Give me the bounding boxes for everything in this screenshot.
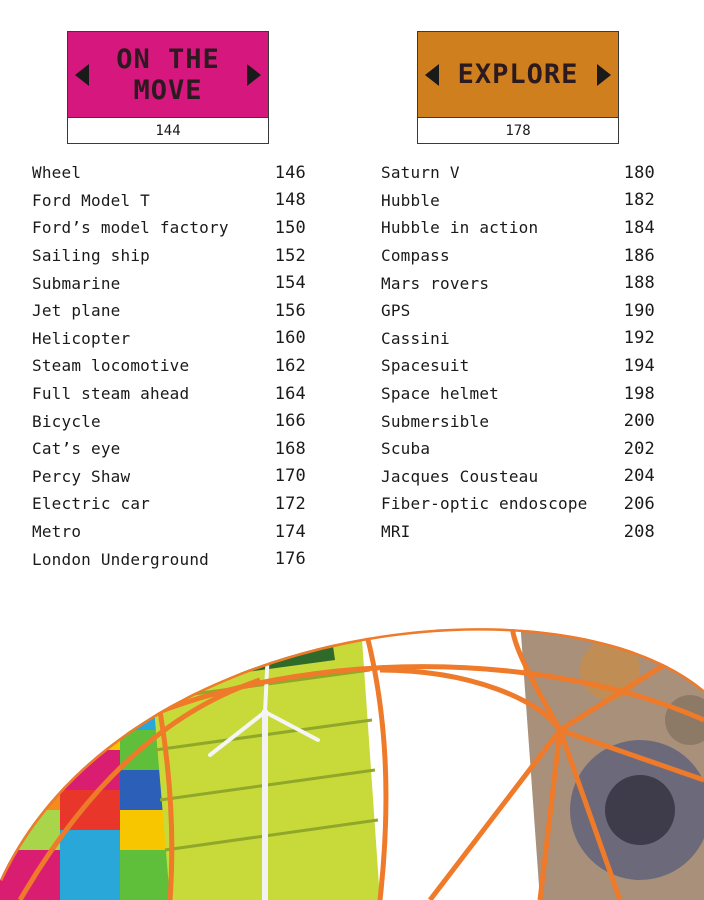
toc-entry-page-number: 172: [274, 493, 306, 514]
toc-entry[interactable]: [381, 490, 655, 518]
toc-entry[interactable]: [32, 242, 306, 270]
toc-entry-page-number: 198: [623, 383, 655, 404]
toc-entry-title: Fiber-optic endoscope: [381, 494, 588, 514]
toc-entry[interactable]: [381, 407, 655, 435]
toc-entry-title: Ford Model T: [32, 190, 150, 210]
toc-entry-title: Electric car: [32, 494, 150, 514]
toc-entry[interactable]: [381, 380, 655, 408]
section-title-line2: MOVE: [133, 74, 203, 106]
arrow-left-icon[interactable]: [425, 64, 439, 86]
toc-entry[interactable]: [381, 435, 655, 463]
toc-list-on-the-move: [32, 159, 306, 573]
toc-entry-page-number: 188: [623, 273, 655, 294]
toc-entry[interactable]: [32, 269, 306, 297]
toc-entry-page-number: 146: [274, 162, 306, 183]
toc-entry-title: Percy Shaw: [32, 466, 131, 486]
section-title: [89, 44, 247, 106]
toc-entry[interactable]: [32, 214, 306, 242]
toc-entry-title: Helicopter: [32, 328, 131, 348]
gears-image: [520, 620, 704, 900]
section-header-on-the-move: [67, 31, 269, 144]
toc-entry-page-number: 206: [623, 493, 655, 514]
section-header-explore: [417, 31, 619, 144]
toc-entry-title: Jacques Cousteau: [381, 466, 539, 486]
toc-entry-page-number: 152: [274, 245, 306, 266]
toc-entry-title: Sailing ship: [32, 246, 150, 266]
toc-entry[interactable]: [32, 435, 306, 463]
toc-entry-page-number: 186: [623, 245, 655, 266]
toc-entry[interactable]: [32, 297, 306, 325]
toc-entry[interactable]: [381, 187, 655, 215]
arrow-right-icon[interactable]: [597, 64, 611, 86]
section-banner-explore[interactable]: [417, 31, 619, 117]
toc-entry[interactable]: [381, 297, 655, 325]
toc-entry-page-number: 184: [623, 217, 655, 238]
toc-entry-title: Cat’s eye: [32, 439, 121, 459]
toc-entry-page-number: 148: [274, 190, 306, 211]
globe-photo-collage: [0, 580, 704, 900]
toc-entry[interactable]: [381, 159, 655, 187]
toc-entry[interactable]: [381, 242, 655, 270]
toc-entry-page-number: 166: [274, 411, 306, 432]
toc-entry[interactable]: [381, 269, 655, 297]
toc-entry[interactable]: [32, 187, 306, 215]
toc-entry-title: London Underground: [32, 549, 209, 569]
toc-entry-title: Hubble: [381, 190, 440, 210]
toc-entry-page-number: 168: [274, 438, 306, 459]
section-banner-on-the-move[interactable]: [67, 31, 269, 117]
toc-entry[interactable]: [32, 463, 306, 491]
toc-entry-title: Cassini: [381, 328, 450, 348]
toc-entry-page-number: 154: [274, 273, 306, 294]
toc-entry-page-number: 162: [274, 355, 306, 376]
toc-entry-page-number: 170: [274, 466, 306, 487]
toc-entry-page-number: 200: [623, 411, 655, 432]
toc-list-explore: [381, 159, 655, 545]
toc-entry-page-number: 194: [623, 355, 655, 376]
toc-entry-title: Space helmet: [381, 384, 499, 404]
toc-entry-page-number: 190: [623, 300, 655, 321]
toc-entry[interactable]: [32, 159, 306, 187]
toc-entry[interactable]: [381, 518, 655, 546]
toc-entry-title: Ford’s model factory: [32, 218, 229, 238]
section-page-number: 178: [417, 117, 619, 144]
toc-entry-page-number: 176: [274, 549, 306, 570]
toc-entry-title: Saturn V: [381, 163, 460, 183]
toc-entry-page-number: 164: [274, 383, 306, 404]
toc-entry[interactable]: [381, 214, 655, 242]
toc-entry-title: Submersible: [381, 411, 490, 431]
section-page-number: 144: [67, 117, 269, 144]
toc-entry-page-number: 156: [274, 300, 306, 321]
toc-entry-page-number: 208: [623, 521, 655, 542]
toc-entry[interactable]: [32, 407, 306, 435]
arrow-left-icon[interactable]: [75, 64, 89, 86]
toc-entry-title: Scuba: [381, 439, 431, 459]
toc-entry[interactable]: [32, 490, 306, 518]
toc-entry[interactable]: [32, 325, 306, 353]
toc-entry[interactable]: [381, 463, 655, 491]
toc-entry-title: Mars rovers: [381, 273, 490, 293]
toc-entry[interactable]: [32, 518, 306, 546]
section-title: EXPLORE: [457, 59, 579, 90]
toc-entry-title: Spacesuit: [381, 356, 470, 376]
toc-entry-page-number: 192: [623, 328, 655, 349]
toc-entry-page-number: 160: [274, 328, 306, 349]
toc-entry-title: Metro: [32, 522, 82, 542]
toc-entry-page-number: 202: [623, 438, 655, 459]
toc-entry-title: MRI: [381, 522, 411, 542]
wind-turbine-field-image: [150, 610, 380, 900]
arrow-right-icon[interactable]: [247, 64, 261, 86]
toc-entry-title: Hubble in action: [381, 218, 539, 238]
hot-air-balloon-image: [0, 690, 180, 900]
toc-entry-title: Full steam ahead: [32, 384, 190, 404]
toc-entry-title: Compass: [381, 246, 450, 266]
toc-entry-page-number: 150: [274, 217, 306, 238]
toc-entry[interactable]: [32, 380, 306, 408]
toc-entry-title: Bicycle: [32, 411, 101, 431]
toc-entry-page-number: 204: [623, 466, 655, 487]
toc-entry-title: Steam locomotive: [32, 356, 190, 376]
toc-entry[interactable]: [32, 352, 306, 380]
toc-entry-page-number: 180: [623, 162, 655, 183]
toc-entry[interactable]: [32, 545, 306, 573]
toc-entry-title: Jet plane: [32, 301, 121, 321]
toc-entry[interactable]: [381, 352, 655, 380]
toc-entry-page-number: 174: [274, 521, 306, 542]
toc-entry-title: Submarine: [32, 273, 121, 293]
toc-entry[interactable]: [381, 325, 655, 353]
toc-entry-page-number: 182: [623, 190, 655, 211]
section-title-line1: ON THE: [116, 43, 220, 75]
toc-entry-title: GPS: [381, 301, 411, 321]
toc-entry-title: Wheel: [32, 163, 82, 183]
